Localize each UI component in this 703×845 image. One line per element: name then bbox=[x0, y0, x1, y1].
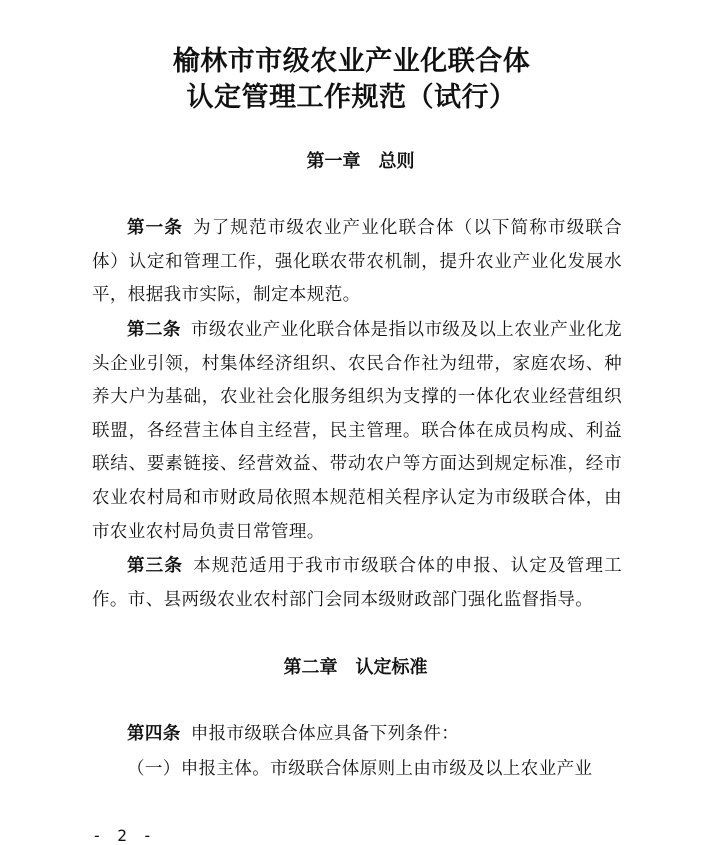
article-text: 市级农业产业化联合体是指以市级及以上农业产业化龙头企业引领，村集体经济组织、农民合作社为纽带，家庭农场、种养大户为基础，农业社会化服务组织为支撑的一体化农业经营组织联盟，各经营主体自主经营，民主管理。联合体在成员构成、利益联结、要素链接、经营效益、带动农户等方面达到规定标准，经市农业农村局和市财政局依照本规范相关程序认定为市级联合体，由市农业农村局负责日常管理。 bbox=[92, 320, 622, 542]
chapter-heading-1: 第一章 总则 bbox=[306, 151, 415, 172]
article-number: 第三条 bbox=[127, 556, 184, 576]
article-number: 第二条 bbox=[127, 320, 181, 340]
article-3 bbox=[92, 550, 622, 617]
article-1 bbox=[92, 212, 622, 313]
page-number: - 2 - bbox=[92, 826, 156, 845]
clause-1: （一）申报主体。市级联合体原则上由市级及以上农业产业 bbox=[127, 759, 593, 779]
document-title-line1: 榆林市市级农业产业化联合体 bbox=[172, 46, 531, 77]
article-2 bbox=[92, 314, 622, 549]
article-number: 第四条 bbox=[127, 724, 181, 744]
article-4 bbox=[92, 718, 622, 752]
document-title-line2: 认定管理工作规范（试行） bbox=[186, 82, 517, 113]
article-text: 本规范适用于我市市级联合体的申报、认定及管理工作。市、县两级农业农村部门会同本级财政部门强化监督指导。 bbox=[92, 556, 623, 610]
article-number: 第一条 bbox=[127, 218, 184, 238]
chapter-heading-2: 第二章 认定标准 bbox=[283, 657, 428, 678]
article-text: 为了规范市级农业产业化联合体（以下简称市级联合体）认定和管理工作，强化联农带农机制，提升农业产业化发展水平，根据我市实际，制定本规范。 bbox=[92, 218, 623, 306]
article-text: 申报市级联合体应具备下列条件： bbox=[190, 724, 460, 744]
